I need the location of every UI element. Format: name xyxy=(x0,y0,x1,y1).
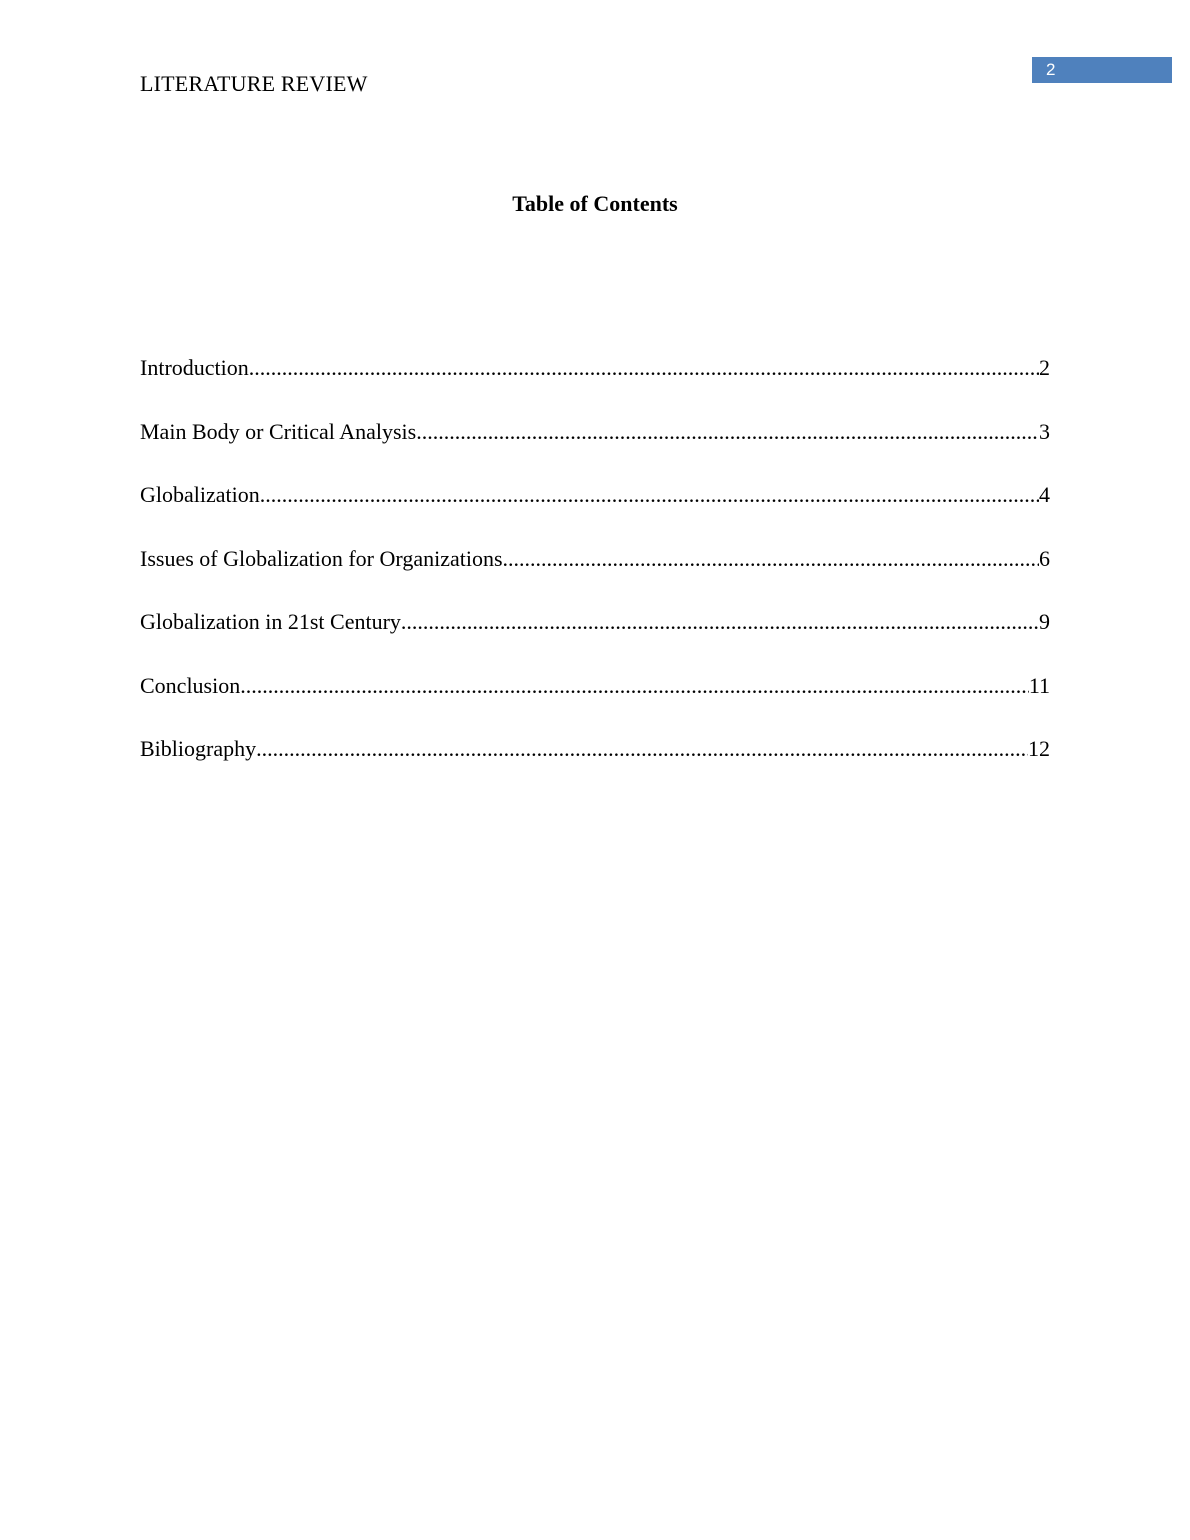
page-number-badge xyxy=(1032,57,1172,83)
toc-dot-leader xyxy=(240,671,1029,701)
toc-list xyxy=(140,353,1050,798)
toc-entry-label: Introduction xyxy=(140,355,249,380)
toc-dot-leader xyxy=(260,480,1039,510)
toc-entry-bibliography[interactable] xyxy=(140,734,1050,798)
toc-dot-leader xyxy=(249,353,1039,383)
toc-entry-conclusion[interactable] xyxy=(140,671,1050,735)
toc-dot-leader xyxy=(256,734,1028,764)
toc-entry-label: Bibliography xyxy=(140,736,257,761)
toc-dot-leader xyxy=(503,544,1039,574)
toc-entry-page: 12 xyxy=(1028,736,1050,761)
toc-entry-globalization[interactable] xyxy=(140,480,1050,544)
toc-entry-introduction[interactable] xyxy=(140,353,1050,417)
toc-dot-leader xyxy=(416,417,1039,447)
page-number: 2 xyxy=(1046,60,1056,79)
toc-entry-label: Globalization in 21st Century xyxy=(140,609,401,634)
toc-title: Table of Contents xyxy=(512,191,678,216)
toc-dot-leader xyxy=(401,607,1039,637)
toc-entry-label: Issues of Globalization for Organizations xyxy=(140,545,503,571)
toc-entry-label: Main Body or Critical Analysis xyxy=(140,418,417,444)
toc-entry-label: Globalization xyxy=(140,482,260,507)
toc-entry-issues[interactable] xyxy=(140,544,1050,608)
toc-entry-page: 6 xyxy=(1039,545,1050,571)
running-head: LITERATURE REVIEW xyxy=(140,71,368,96)
toc-entry-page: 3 xyxy=(1039,418,1050,444)
toc-entry-21st-century[interactable] xyxy=(140,607,1050,671)
toc-entry-label: Conclusion xyxy=(140,672,241,698)
toc-entry-page: 9 xyxy=(1039,609,1050,634)
toc-entry-page: 4 xyxy=(1039,482,1050,507)
toc-entry-page: 2 xyxy=(1039,355,1050,380)
toc-entry-main-body[interactable] xyxy=(140,417,1050,481)
toc-entry-page: 11 xyxy=(1028,672,1050,698)
